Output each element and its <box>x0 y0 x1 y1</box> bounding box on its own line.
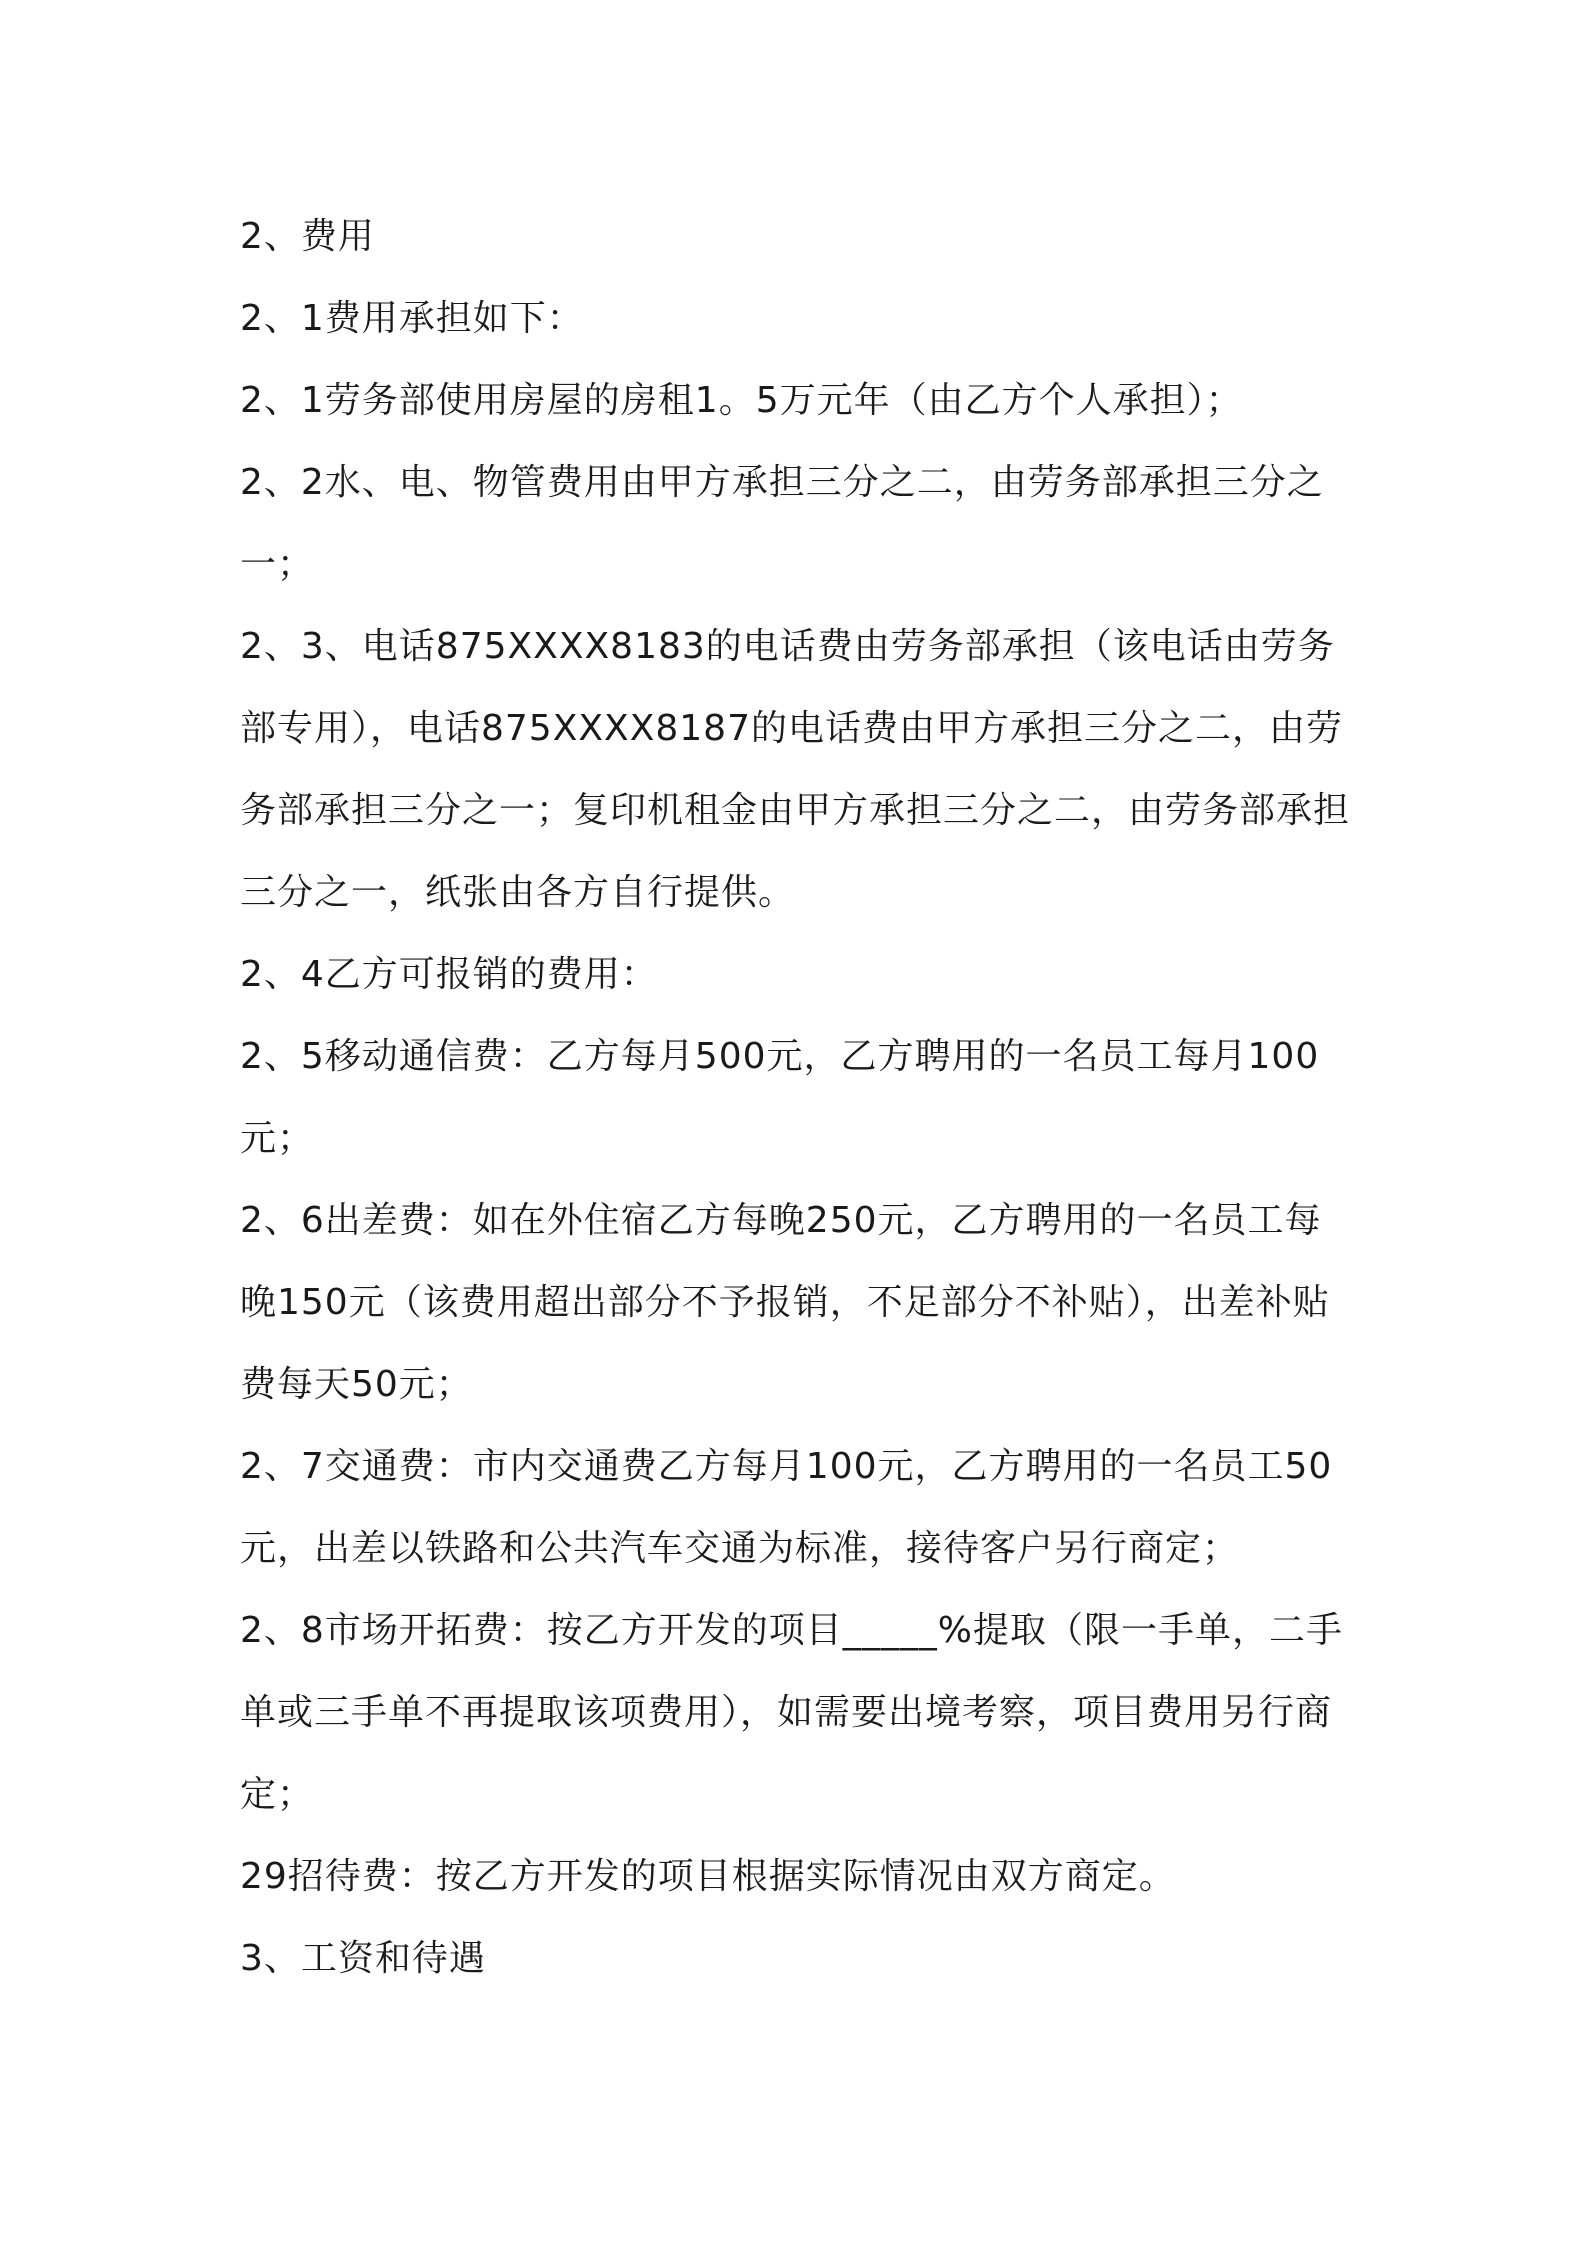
paragraph-market: 2、8市场开拓费：按乙方开发的项目_____%提取（限一手单，二手单或三手单不再提取该项费用），如需要出境考察，项目费用另行商定； <box>240 1610 1344 1815</box>
section-heading-salary: 3、工资和待遇 <box>240 1938 486 1979</box>
paragraph-mobile: 2、5移动通信费：乙方每月500元，乙方聘用的一名员工每月100元； <box>240 1036 1320 1159</box>
section-heading-fees: 2、费用 <box>240 216 375 257</box>
paragraph-utilities: 2、2水、电、物管费用由甲方承担三分之二，由劳务部承担三分之一； <box>240 462 1324 585</box>
paragraph-reimbursable: 2、4乙方可报销的费用： <box>240 954 658 995</box>
paragraph-rent: 2、1劳务部使用房屋的房租1。5万元年（由乙方个人承担）； <box>240 380 1243 421</box>
paragraph-cost-bearing: 2、1费用承担如下： <box>240 298 584 339</box>
paragraph-entertainment: 29招待费：按乙方开发的项目根据实际情况由双方商定。 <box>240 1856 1176 1897</box>
paragraph-transport: 2、7交通费：市内交通费乙方每月100元，乙方聘用的一名员工50元，出差以铁路和公共汽车交通为标准，接待客户另行商定； <box>240 1446 1333 1569</box>
paragraph-travel: 2、6出差费：如在外住宿乙方每晚250元，乙方聘用的一名员工每晚150元（该费用超出部分不予报销，不足部分不补贴），出差补贴费每天50元； <box>240 1200 1330 1405</box>
document-body <box>240 196 1350 2000</box>
paragraph-telephone: 2、3、电话875XXXX8183的电话费由劳务部承担（该电话由劳务部专用），电话875XXXX8187的电话费由甲方承担三分之二，由劳务部承担三分之一；复印机租金由甲方承担三分之二，由劳务部承担三分之一，纸张由各方自行提供。 <box>240 626 1351 913</box>
